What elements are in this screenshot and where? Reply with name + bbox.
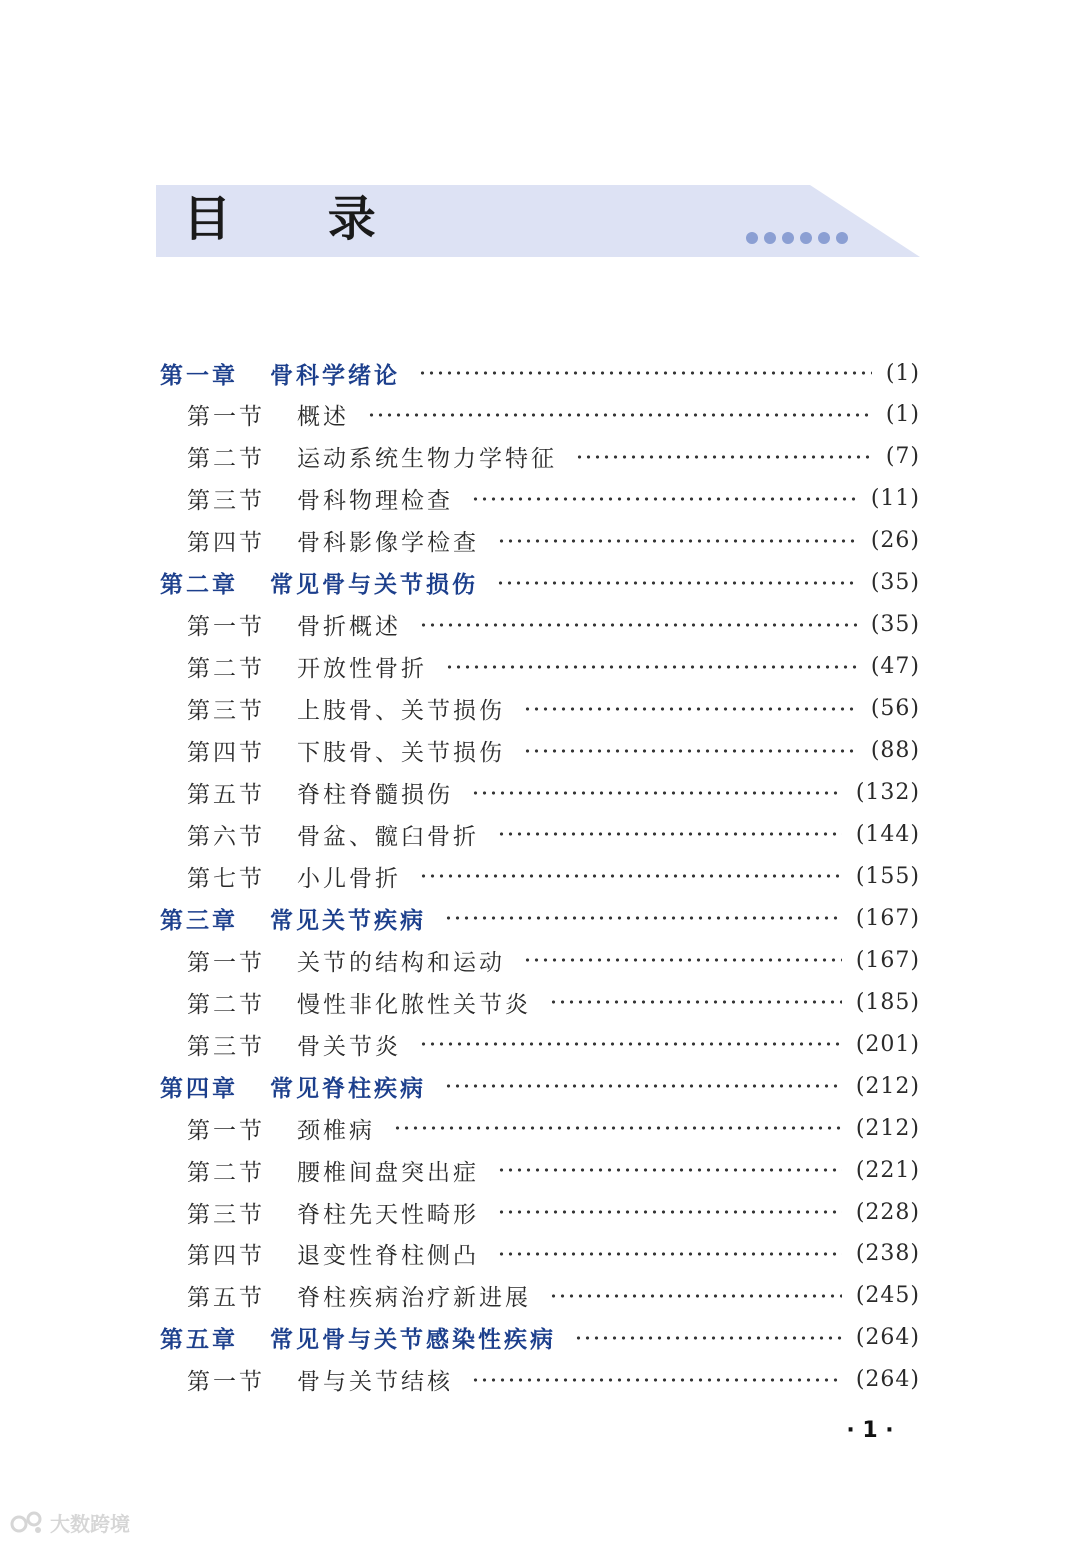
dot-leader bbox=[444, 914, 842, 922]
dot-leader bbox=[393, 1124, 842, 1132]
toc-section-row[interactable] bbox=[187, 1107, 920, 1149]
toc-entry-number: 第三节 bbox=[187, 1201, 265, 1228]
dot-leader bbox=[444, 1082, 842, 1090]
toc-entry-number: 第六节 bbox=[187, 823, 265, 850]
decorative-dot bbox=[782, 232, 794, 244]
toc-entry-number: 第一节 bbox=[187, 404, 265, 431]
toc-entry-title: 下肢骨、关节损伤 bbox=[297, 740, 505, 767]
dot-leader bbox=[523, 956, 842, 964]
toc-entry-title: 运动系统生物力学特征 bbox=[297, 446, 557, 473]
toc-section-row[interactable] bbox=[187, 1275, 920, 1317]
toc-entry-number: 第三节 bbox=[187, 698, 265, 725]
toc-entry-page: (144) bbox=[855, 821, 920, 847]
toc-entry-page: (132) bbox=[855, 780, 920, 805]
toc-entry-title: 骨科学绪论 bbox=[270, 362, 400, 389]
toc-section-row[interactable] bbox=[187, 1023, 920, 1065]
toc-entry-page: (11) bbox=[870, 486, 920, 512]
banner-dots bbox=[746, 232, 848, 246]
watermark-text: 大数跨境 bbox=[50, 1512, 130, 1536]
toc-entry-page: (35) bbox=[870, 612, 920, 638]
toc-entry-number: 第七节 bbox=[187, 865, 265, 892]
toc-section-row[interactable] bbox=[187, 813, 920, 855]
toc-entry-page: (185) bbox=[855, 989, 920, 1015]
toc-entry-page: (201) bbox=[855, 1031, 920, 1057]
toc-chapter-row[interactable] bbox=[160, 1065, 920, 1107]
toc-entry-title: 常见骨与关节感染性疾病 bbox=[270, 1327, 556, 1354]
toc-entry-title: 脊柱脊髓损伤 bbox=[297, 782, 453, 808]
toc-entry-title: 骨与关节结核 bbox=[297, 1369, 453, 1396]
dot-leader bbox=[418, 369, 872, 377]
toc-section-row[interactable] bbox=[187, 855, 920, 897]
toc-entry-page: (212) bbox=[855, 1073, 920, 1099]
toc-entry-page: (47) bbox=[870, 654, 920, 680]
toc-entry-number: 第四节 bbox=[187, 1243, 265, 1270]
watermark bbox=[10, 1508, 130, 1537]
toc-chapter-row[interactable] bbox=[160, 562, 920, 604]
toc-entry-page: (1) bbox=[885, 360, 920, 386]
toc-entry-number: 第三节 bbox=[187, 488, 265, 515]
toc-entry-number: 第二节 bbox=[187, 446, 265, 473]
decorative-dot bbox=[836, 232, 848, 244]
toc-entry-page: (228) bbox=[855, 1199, 920, 1225]
toc-entry-title: 脊柱先天性畸形 bbox=[297, 1201, 479, 1228]
toc-entry-number: 第一节 bbox=[187, 1369, 265, 1396]
toc-entry-title: 骨科影像学检查 bbox=[297, 530, 479, 557]
decorative-dot bbox=[746, 232, 758, 244]
dot-leader bbox=[497, 1166, 842, 1174]
toc-entry-title: 关节的结构和运动 bbox=[297, 949, 505, 976]
dot-leader bbox=[549, 998, 842, 1006]
toc-entry-number: 第五节 bbox=[187, 782, 265, 808]
toc-entry-page: (221) bbox=[855, 1157, 920, 1183]
toc-entry-page: (88) bbox=[870, 738, 920, 764]
toc-entry-title: 骨折概述 bbox=[297, 614, 401, 641]
dot-leader bbox=[471, 495, 857, 503]
toc-entry-title: 退变性脊柱侧凸 bbox=[297, 1243, 479, 1270]
toc-entry-page: (212) bbox=[855, 1115, 920, 1141]
toc-entry-page: (238) bbox=[855, 1241, 920, 1267]
toc-entry-page: (35) bbox=[870, 570, 920, 596]
toc-entry-title: 小儿骨折 bbox=[297, 865, 401, 892]
toc-entry-number: 第五章 bbox=[160, 1327, 238, 1354]
toc-section-row[interactable] bbox=[187, 688, 920, 730]
dot-leader bbox=[497, 830, 842, 838]
toc-section-row[interactable] bbox=[187, 772, 920, 814]
toc-entry-number: 第三节 bbox=[187, 1033, 265, 1060]
dot-leader bbox=[419, 872, 842, 880]
dot-leader bbox=[419, 1040, 842, 1048]
dot-leader bbox=[549, 1292, 842, 1300]
toc-section-row[interactable] bbox=[187, 604, 920, 646]
toc-section-row[interactable] bbox=[187, 730, 920, 772]
dot-leader bbox=[471, 789, 842, 797]
toc-entry-page: (167) bbox=[855, 947, 920, 973]
toc-entry-number: 第一章 bbox=[160, 362, 238, 389]
toc-entry-number: 第二节 bbox=[187, 656, 265, 683]
toc-section-row[interactable] bbox=[187, 981, 920, 1023]
toc-entry-title: 常见骨与关节损伤 bbox=[270, 572, 478, 599]
toc-chapter-row[interactable] bbox=[160, 352, 920, 394]
toc-section-row[interactable] bbox=[187, 939, 920, 981]
dot-leader bbox=[497, 537, 857, 545]
dot-leader bbox=[497, 1208, 842, 1216]
toc-entry-title: 腰椎间盘突出症 bbox=[297, 1159, 479, 1186]
dot-leader bbox=[523, 747, 857, 755]
toc-section-row[interactable] bbox=[187, 1359, 920, 1401]
toc-entry-number: 第二节 bbox=[187, 991, 265, 1018]
toc-entry-number: 第二节 bbox=[187, 1159, 265, 1186]
toc-entry-title: 骨盆、髋臼骨折 bbox=[297, 823, 479, 850]
toc-section-row[interactable] bbox=[187, 1149, 920, 1191]
toc-entry-page: (56) bbox=[870, 696, 920, 722]
dot-leader bbox=[445, 663, 857, 671]
dot-leader bbox=[497, 1250, 842, 1258]
toc-chapter-row[interactable] bbox=[160, 897, 920, 939]
toc-entry-title: 骨科物理检查 bbox=[297, 488, 453, 515]
toc-entry-page: (1) bbox=[885, 402, 920, 428]
dot-leader bbox=[575, 453, 872, 461]
watermark-logo-icon bbox=[10, 1510, 44, 1536]
toc-entry-page: (26) bbox=[870, 528, 920, 554]
toc-entry-number: 第五节 bbox=[187, 1285, 265, 1312]
decorative-dot bbox=[818, 232, 830, 244]
toc-entry-title: 脊柱疾病治疗新进展 bbox=[297, 1285, 531, 1312]
dot-leader bbox=[523, 705, 857, 713]
dot-leader bbox=[574, 1334, 842, 1342]
toc-entry-number: 第四节 bbox=[187, 530, 265, 557]
decorative-dot bbox=[764, 232, 776, 244]
toc-entry-number: 第二章 bbox=[160, 572, 238, 599]
toc-entry-title: 概述 bbox=[297, 404, 349, 431]
toc-entry-page: (264) bbox=[855, 1325, 920, 1351]
page-title: 目 录 bbox=[183, 191, 416, 247]
toc-section-row[interactable] bbox=[187, 436, 920, 478]
toc-entry-title: 骨关节炎 bbox=[297, 1033, 401, 1060]
page-number: · 1 · bbox=[846, 1418, 894, 1443]
toc-section-row[interactable] bbox=[187, 1191, 920, 1233]
toc-chapter-row[interactable] bbox=[160, 1317, 920, 1359]
toc-entry-title: 慢性非化脓性关节炎 bbox=[297, 991, 531, 1018]
toc-entry-number: 第四节 bbox=[187, 740, 265, 767]
toc-section-row[interactable] bbox=[187, 394, 920, 436]
dot-leader bbox=[367, 411, 872, 419]
toc-entry-number: 第一节 bbox=[187, 1117, 265, 1144]
toc-section-row[interactable] bbox=[187, 1233, 920, 1275]
toc-entry-number: 第三章 bbox=[160, 907, 238, 934]
dot-leader bbox=[419, 621, 857, 629]
toc-entry-page: (7) bbox=[885, 444, 920, 470]
toc-entry-title: 常见关节疾病 bbox=[270, 907, 426, 934]
dot-leader bbox=[471, 1376, 842, 1384]
toc-entry-title: 开放性骨折 bbox=[297, 656, 427, 683]
toc-section-row[interactable] bbox=[187, 478, 920, 520]
toc-entry-title: 上肢骨、关节损伤 bbox=[297, 698, 505, 725]
toc-entry-page: (245) bbox=[855, 1283, 920, 1309]
toc-entry-number: 第四章 bbox=[160, 1075, 238, 1102]
toc-entry-page: (155) bbox=[855, 863, 920, 889]
dot-leader bbox=[496, 579, 857, 587]
toc-section-row[interactable] bbox=[187, 520, 920, 562]
decorative-dot bbox=[800, 232, 812, 244]
toc-entry-page: (167) bbox=[855, 905, 920, 931]
toc-entry-page: (264) bbox=[855, 1367, 920, 1393]
toc-entry-number: 第一节 bbox=[187, 614, 265, 641]
toc-entry-title: 常见脊柱疾病 bbox=[270, 1075, 426, 1102]
toc-entry-number: 第一节 bbox=[187, 949, 265, 976]
toc-section-row[interactable] bbox=[187, 646, 920, 688]
toc-entry-title: 颈椎病 bbox=[297, 1117, 375, 1144]
